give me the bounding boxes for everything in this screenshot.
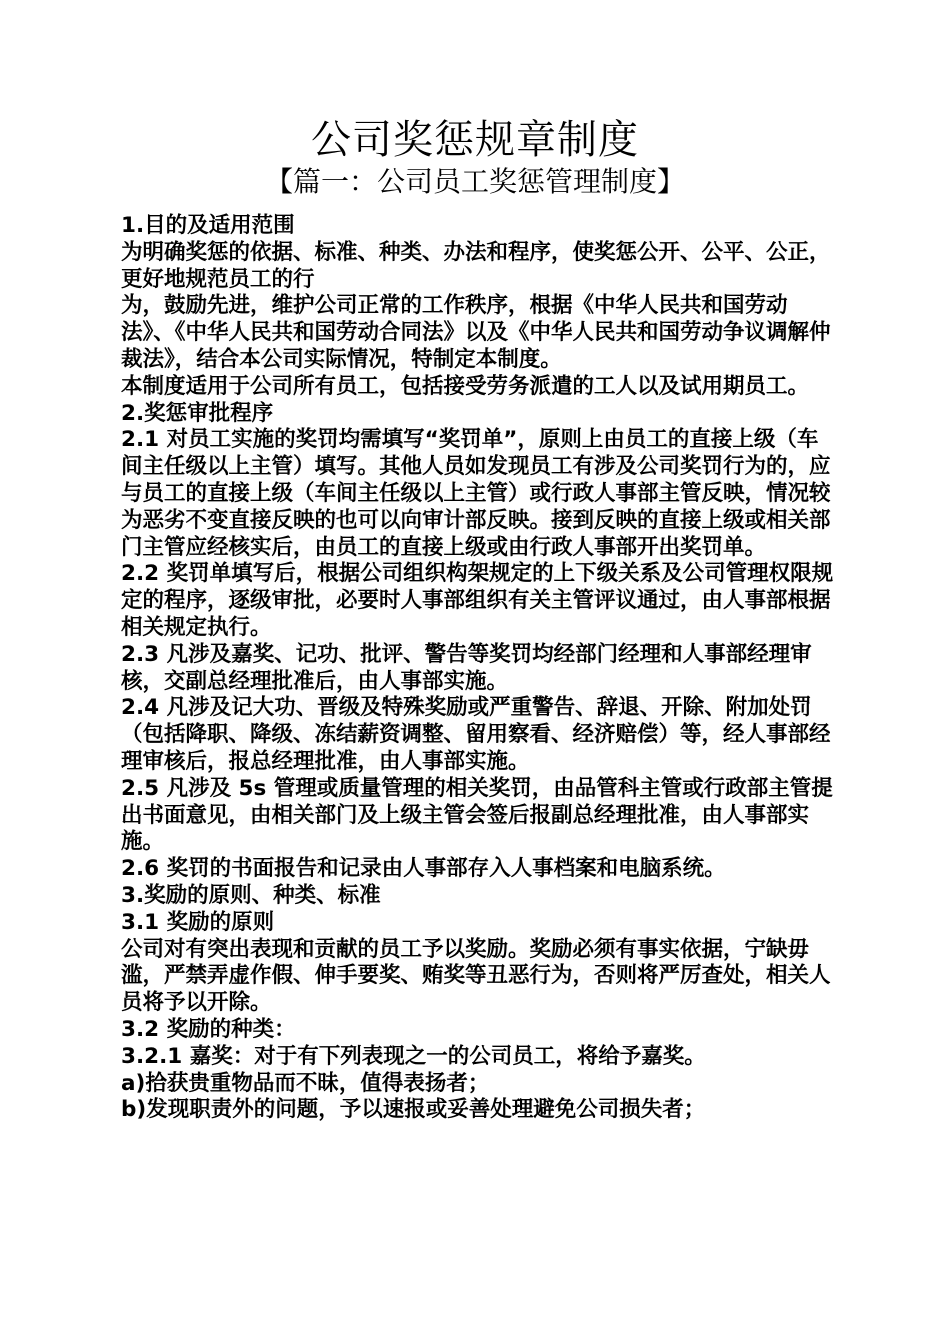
paragraph: 2.5 凡涉及 5s 管理或质量管理的相关奖罚，由品管科主管或行政部主管提出书面意见，由相关部门及上级主管会签后报副总经理批准，由人事部实施。 [121,775,833,855]
paragraph: 2.2 奖罚单填写后，根据公司组织构架规定的上下级关系及公司管理权限规定的程序，逐级审批，必要时人事部组织有关主管评议通过，由人事部根据相关规定执行。 [121,561,834,640]
list-item: a)拾获贵重物品而不昧，值得表扬者； [121,1070,490,1096]
paragraph: 3.2.1 嘉奖：对于有下列表现之一的公司员工，将给予嘉奖。 [121,1043,706,1069]
paragraph: 公司对有突出表现和贡献的员工予以奖励。奖励必须有事实依据，宁缺毋滥，严禁弄虚作假、伸手要奖、贿奖等丑恶行为，否则将严厉查处，相关人员将予以开除。 [121,936,831,1016]
document-subtitle: 【篇一：公司员工奖惩管理制度】 [264,165,685,198]
subsection-heading: 3.2 奖励的种类： [121,1016,296,1042]
paragraph: 2.3 凡涉及嘉奖、记功、批评、警告等奖罚均经部门经理和人事部经理审核，交副总经理批准后，由人事部实施。 [121,641,812,694]
paragraph: 本制度适用于公司所有员工，包括接受劳务派遣的工人以及试用期员工。 [121,373,810,399]
section-heading: 2.奖惩审批程序 [121,400,274,426]
list-item: b)发现职责外的问题，予以速报或妥善处理避免公司损失者； [121,1097,706,1123]
section-heading: 3.奖励的原则、种类、标准 [121,882,381,908]
document-body [115,213,835,1124]
paragraph: 为，鼓励先进，维护公司正常的工作秩序，根据《中华人民共和国劳动法》、《中华人民共和国劳动合同法》以及《中华人民共和国劳动争议调解仲裁法》，结合本公司实际情况，特制定本制度。 [121,293,831,372]
document-title: 公司奖惩规章制度 [311,117,639,163]
paragraph: 为明确奖惩的依据、标准、种类、办法和程序，使奖惩公开、公平、公正，更好地规范员工的行 [121,239,831,292]
paragraph: 2.6 奖罚的书面报告和记录由人事部存入人事档案和电脑系统。 [121,856,726,882]
section-heading: 1.目的及适用范围 [121,213,295,238]
subsection-heading: 3.1 奖励的原则 [121,909,275,935]
paragraph: 2.1 对员工实施的奖罚均需填写“奖罚单”，原则上由员工的直接上级（车间主任级以上主管）填写。其他人员如发现员工有涉及公司奖罚行为的，应与员工的直接上级（车间主任级以上主管）或行政人事部主管反映，情况较为恶劣不变直接反映的也可以向审计部反映。接到反映的直接上级或相关部门主管应经核实后，由员工的直接上级或由行政人事部开出奖罚单。 [121,427,831,560]
paragraph: 2.4 凡涉及记大功、晋级及特殊奖励或严重警告、辞退、开除、附加处罚（包括降职、降级、冻结薪资调整、留用察看、经济赔偿）等，经人事部经理审核后，报总经理批准，由人事部实施。 [121,695,831,774]
